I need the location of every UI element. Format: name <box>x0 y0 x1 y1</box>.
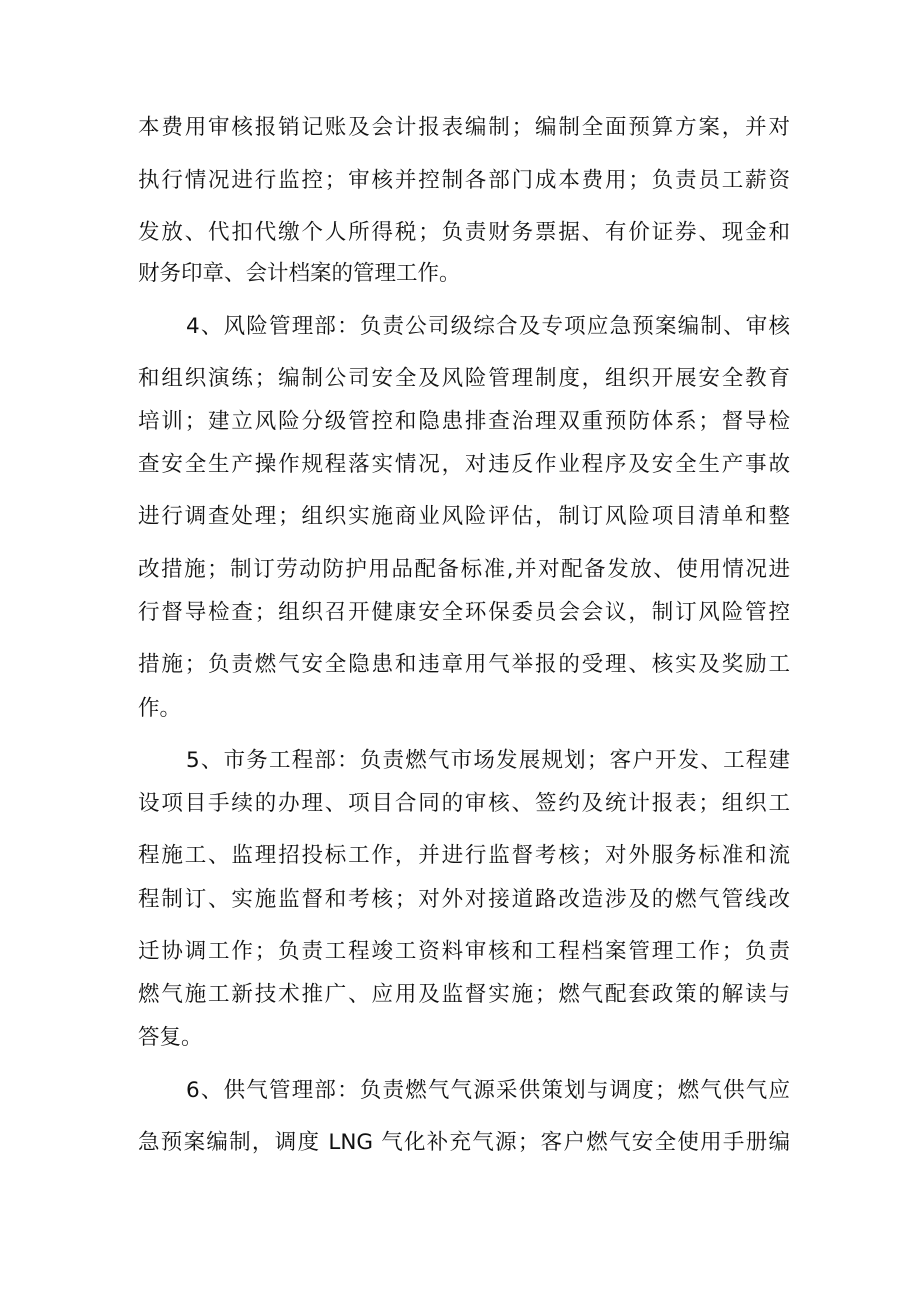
text-line-11: 行督导检查；组织召开健康安全环保委员会会议，制订风险管控 <box>138 600 790 625</box>
text-line-7: 培训；建立风险分级管控和隐患排查治理双重预防体系；督导检 <box>138 409 790 434</box>
paragraph-6-first-line: 6、供气管理部：负责燃气气源采供策划与调度；燃气供气应 <box>186 1078 790 1103</box>
paragraph-4-first-line: 4、风险管理部：负责公司级综合及专项应急预案编制、审核 <box>186 314 790 339</box>
text-line-18: 迁协调工作；负责工程竣工资料审核和工程档案管理工作；负责 <box>138 939 790 964</box>
text-line-20: 答复。 <box>138 1025 203 1050</box>
paragraph-5-first-line: 5、市务工程部：负责燃气市场发展规划；客户开发、工程建 <box>186 748 790 773</box>
text-line-1: 本费用审核报销记账及会计报表编制；编制全面预算方案，并对 <box>138 115 790 140</box>
text-line-8: 查安全生产操作规程落实情况，对违反作业程序及安全生产事故 <box>138 452 790 477</box>
text-line-3: 发放、代扣代缴个人所得税；负责财务票据、有价证券、现金和 <box>138 220 790 245</box>
text-line-4: 财务印章、会计档案的管理工作。 <box>138 261 461 286</box>
text-line-9: 进行调查处理；组织实施商业风险评估，制订风险项目清单和整 <box>138 504 790 529</box>
text-line-6: 和组织演练；编制公司安全及风险管理制度，组织开展安全教育 <box>138 366 790 391</box>
text-line-15: 设项目手续的办理、项目合同的审核、签约及统计报表；组织工 <box>138 791 790 816</box>
text-line-19: 燃气施工新技术推广、应用及监督实施；燃气配套政策的解读与 <box>138 982 790 1007</box>
text-line-10: 改措施；制订劳动防护用品配备标准,并对配备发放、使用情况进 <box>138 557 790 582</box>
text-line-17: 程制订、实施监督和考核；对外对接道路改造涉及的燃气管线改 <box>138 887 790 912</box>
text-line-13: 作。 <box>138 696 182 721</box>
text-line-22: 急预案编制，调度 LNG 气化补充气源；客户燃气安全使用手册编 <box>138 1130 790 1155</box>
text-line-2: 执行情况进行监控；审核并控制各部门成本费用；负责员工薪资 <box>138 168 790 193</box>
text-line-12: 措施；负责燃气安全隐患和违章用气举报的受理、核实及奖励工 <box>138 652 790 677</box>
text-line-16: 程施工、监理招投标工作，并进行监督考核；对外服务标准和流 <box>138 843 790 868</box>
